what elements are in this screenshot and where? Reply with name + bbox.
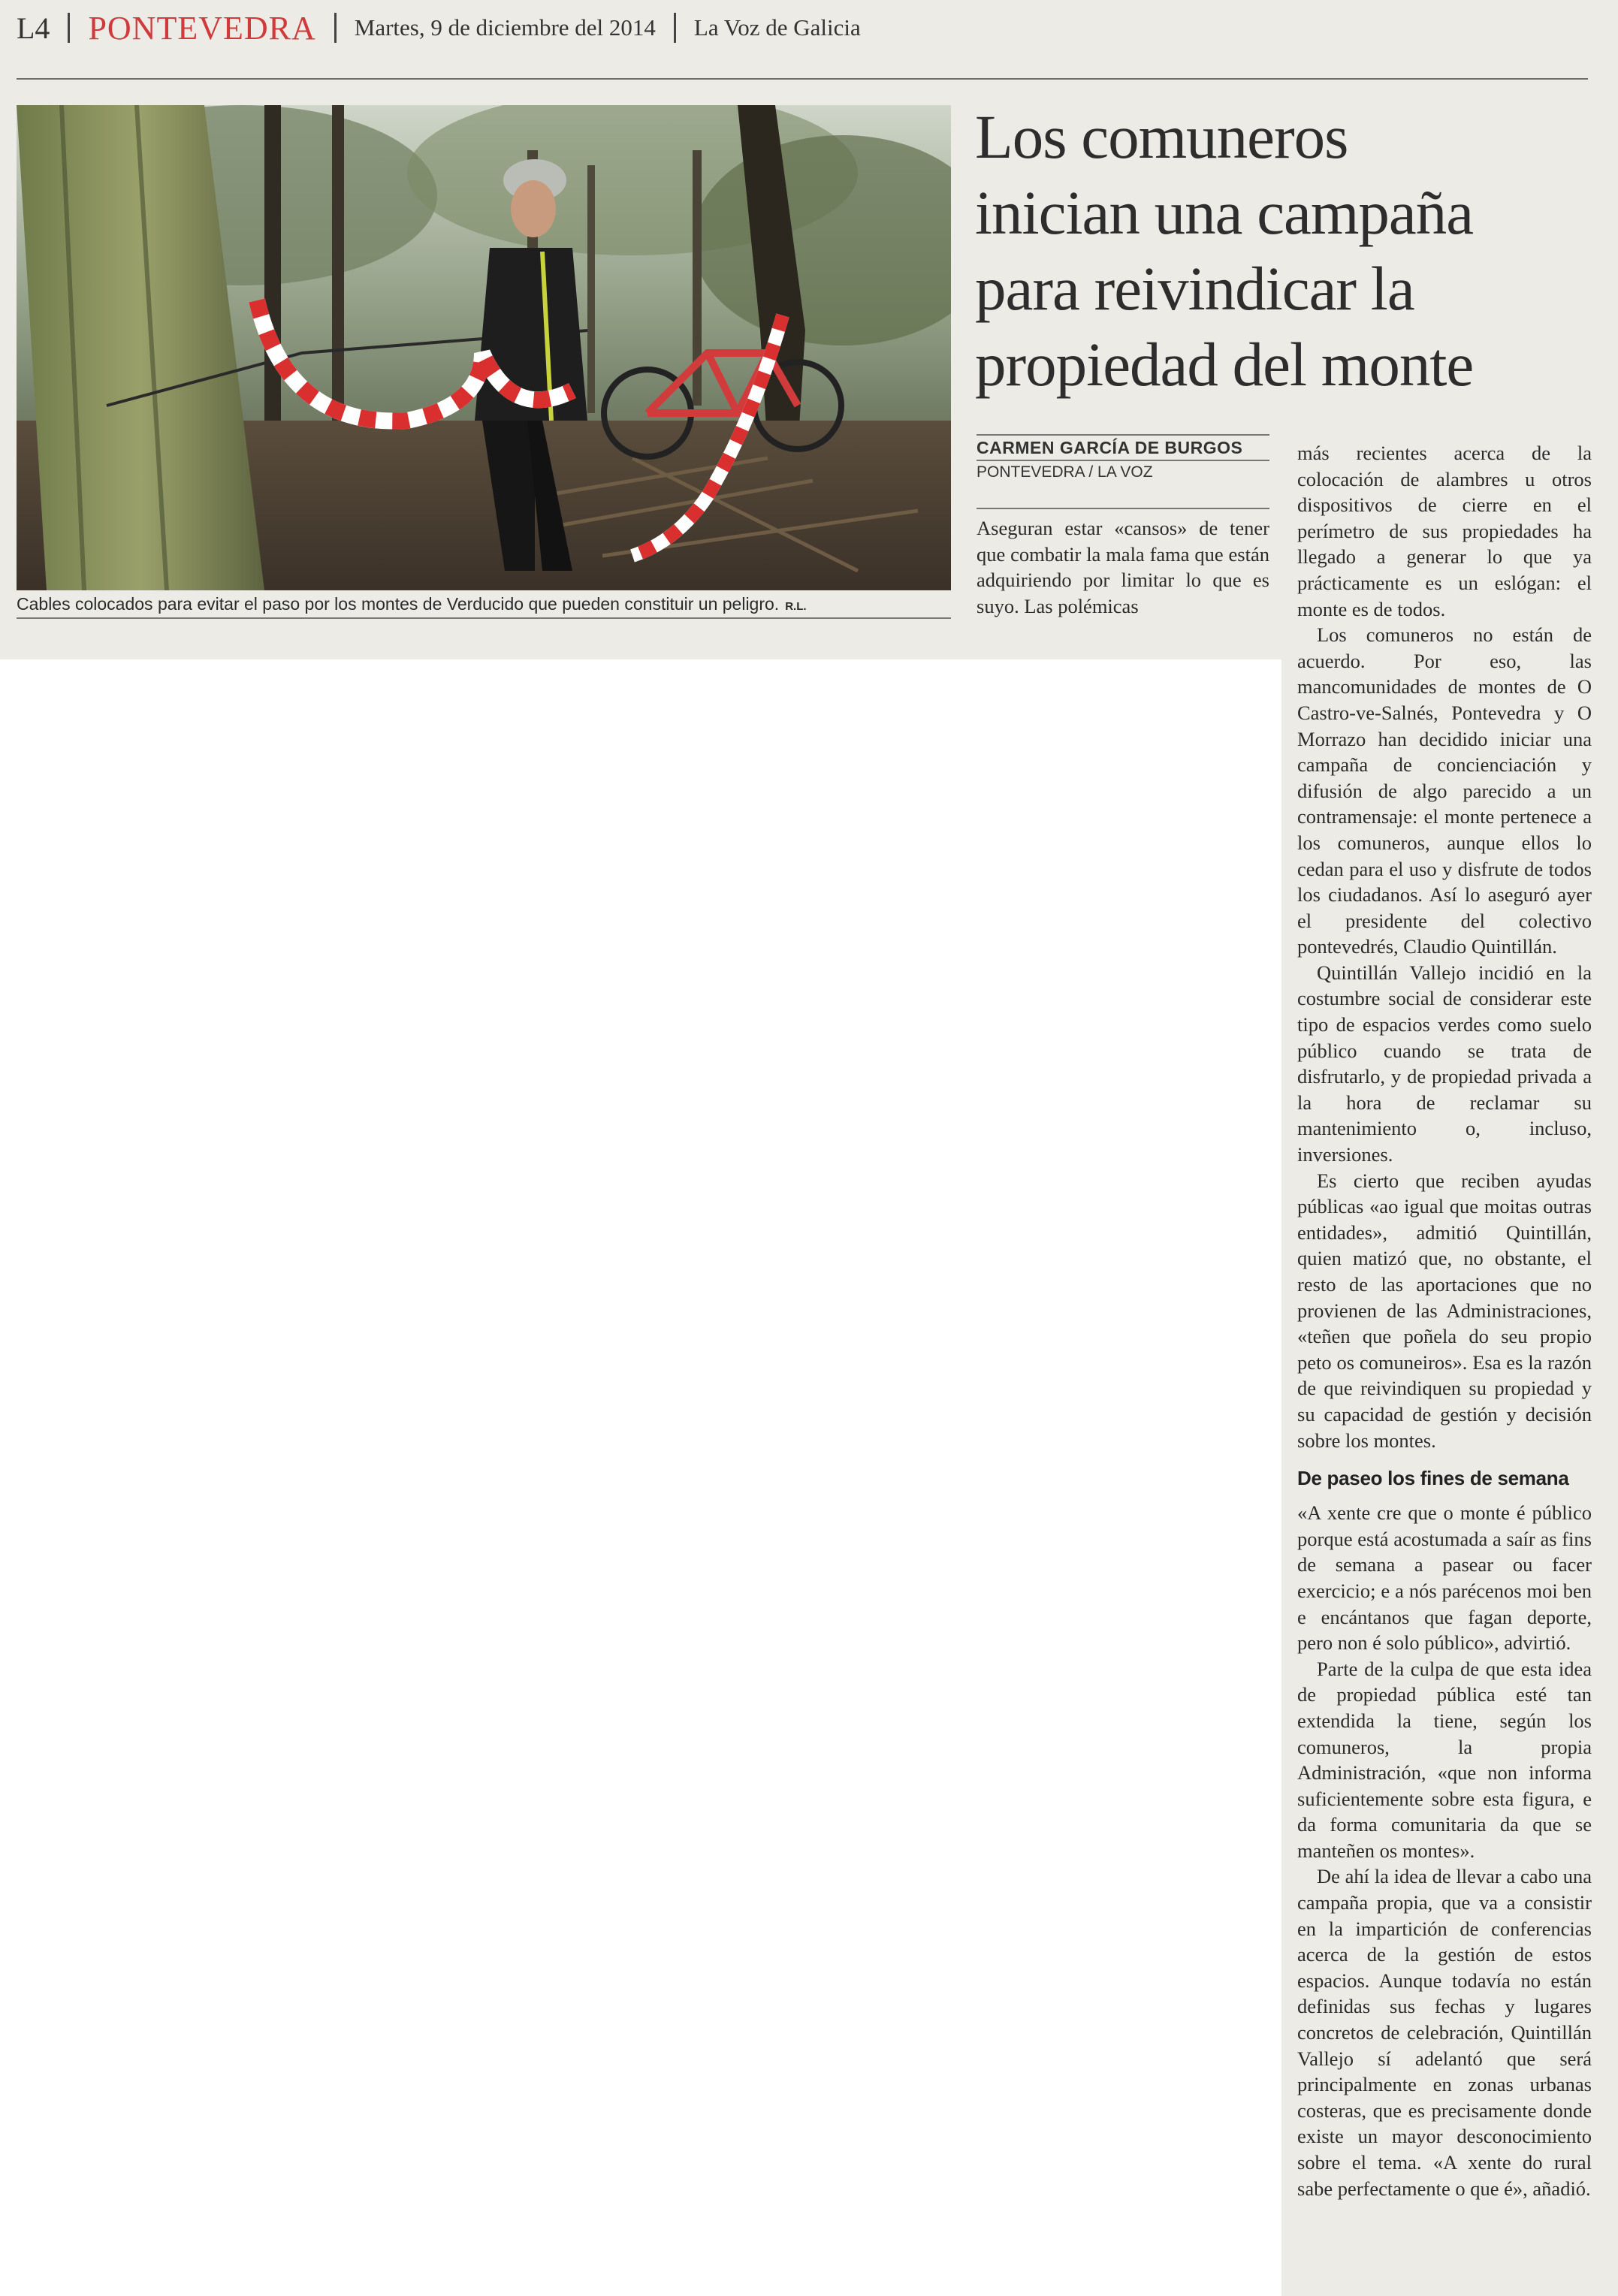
header-rule xyxy=(17,78,1588,80)
article-paragraph: Quintillán Vallejo incidió en la costumbre social de considerar este tipo de espacios verdes como suelo público cuando se trata de disfrutarlo, y de propiedad privada a la hora de reclamar su mantenimiento o, incluso, inversiones. xyxy=(1297,961,1592,1166)
byline-author: CARMEN GARCÍA DE BURGOS xyxy=(977,438,1243,457)
page-header xyxy=(17,5,861,51)
article-headline xyxy=(975,99,1591,403)
headline-line: propiedad del monte xyxy=(975,330,1474,399)
article-column-2 xyxy=(1297,440,1592,2201)
byline-mid-rule xyxy=(977,460,1269,461)
header-divider xyxy=(674,13,676,43)
header-divider xyxy=(68,13,70,43)
header-divider xyxy=(334,13,337,43)
article-paragraph: «A xente cre que o monte é público porque está acostumada a saír as fins de semana a pasear ou facer exercicio; e a nós parécenos moi ben e encántanos que fagan deporte, pero non é solo público», advirtió. xyxy=(1297,1501,1592,1655)
article-subhead: De paseo los fines de semana xyxy=(1297,1467,1569,1490)
article-paragraph: Es cierto que reciben ayudas públicas «ao igual que moitas outras entidades», admitió Quintillán, quien matizó que, no obstante, el resto de las aportaciones que no provienen de las Administraciones, «teñen que poñela do seu propio peto os comuneiros». Esa es la razón de que reivindiquen su propiedad y su capacidad de gestión y decisión sobre los montes. xyxy=(1297,1169,1592,1452)
article-paragraph: Parte de la culpa de que esta idea de propiedad pública esté tan extendida la tiene, según los comuneros, la propia Administración, «que non informa suficientemente sobre esta figura, e da forma comunitaria da que se manteñen os montes». xyxy=(1297,1657,1592,1862)
article-paragraph: De ahí la idea de llevar a cabo una campaña propia, que va a consistir en la impartición de conferencias acerca de la gestión de estos espacios. Aunque todavía no están definidas sus fechas y lugares concretos de celebración, Quintillán Vallejo sí adelantó que será principalmente en zonas urbanas costeras, que es precisamente donde existe un mayor desconocimiento sobre el tema. «A xente do rural sabe perfectamente o que é», añadió. xyxy=(1297,1865,1592,2200)
caption-text: Cables colocados para evitar el paso por los montes de Verducido que pueden constituir un peligro. xyxy=(17,594,780,614)
article-photo xyxy=(17,105,951,590)
page-number: L4 xyxy=(17,11,50,45)
section-name: PONTEVEDRA xyxy=(88,9,316,47)
headline-line: inician una campaña xyxy=(975,178,1474,247)
article-paragraph: Los comuneros no están de acuerdo. Por eso, las mancomunidades de montes de O Castro-ve-Salnés, Pontevedra y O Morrazo han decidido iniciar una campaña de concienciación y difusión de algo parecido a un contramensaje: el monte pertenece a los comuneros, aunque ellos lo cedan para el uso y disfrute de todos los ciudadanos. Así lo aseguró ayer el presidente del colectivo pontevedrés, Claudio Quintillán. xyxy=(1297,623,1592,958)
newspaper-name: La Voz de Galicia xyxy=(693,14,861,41)
byline-location: PONTEVEDRA / LA VOZ xyxy=(977,463,1153,481)
lead-rule xyxy=(977,508,1269,509)
article-lead: Aseguran estar «cansos» de tener que combatir la mala fama que están adquiriendo por limitar lo que es suyo. Las polémicas xyxy=(977,517,1269,617)
forest-cyclist-illustration xyxy=(17,105,951,590)
byline-top-rule xyxy=(977,434,1269,436)
article-paragraph: más recientes acerca de la colocación de alambres u otros dispositivos de cierre en el perímetro de sus propiedades ha llegado a generar lo que ya prácticamente es un eslógan: el monte es de todos. xyxy=(1297,442,1592,620)
article-column-1 xyxy=(977,515,1269,619)
headline-line: para reivindicar la xyxy=(975,254,1414,323)
photo-caption xyxy=(17,590,951,619)
headline-line: Los comuneros xyxy=(975,102,1348,171)
photo-credit: R.L. xyxy=(785,600,807,613)
publication-date: Martes, 9 de diciembre del 2014 xyxy=(354,14,656,41)
